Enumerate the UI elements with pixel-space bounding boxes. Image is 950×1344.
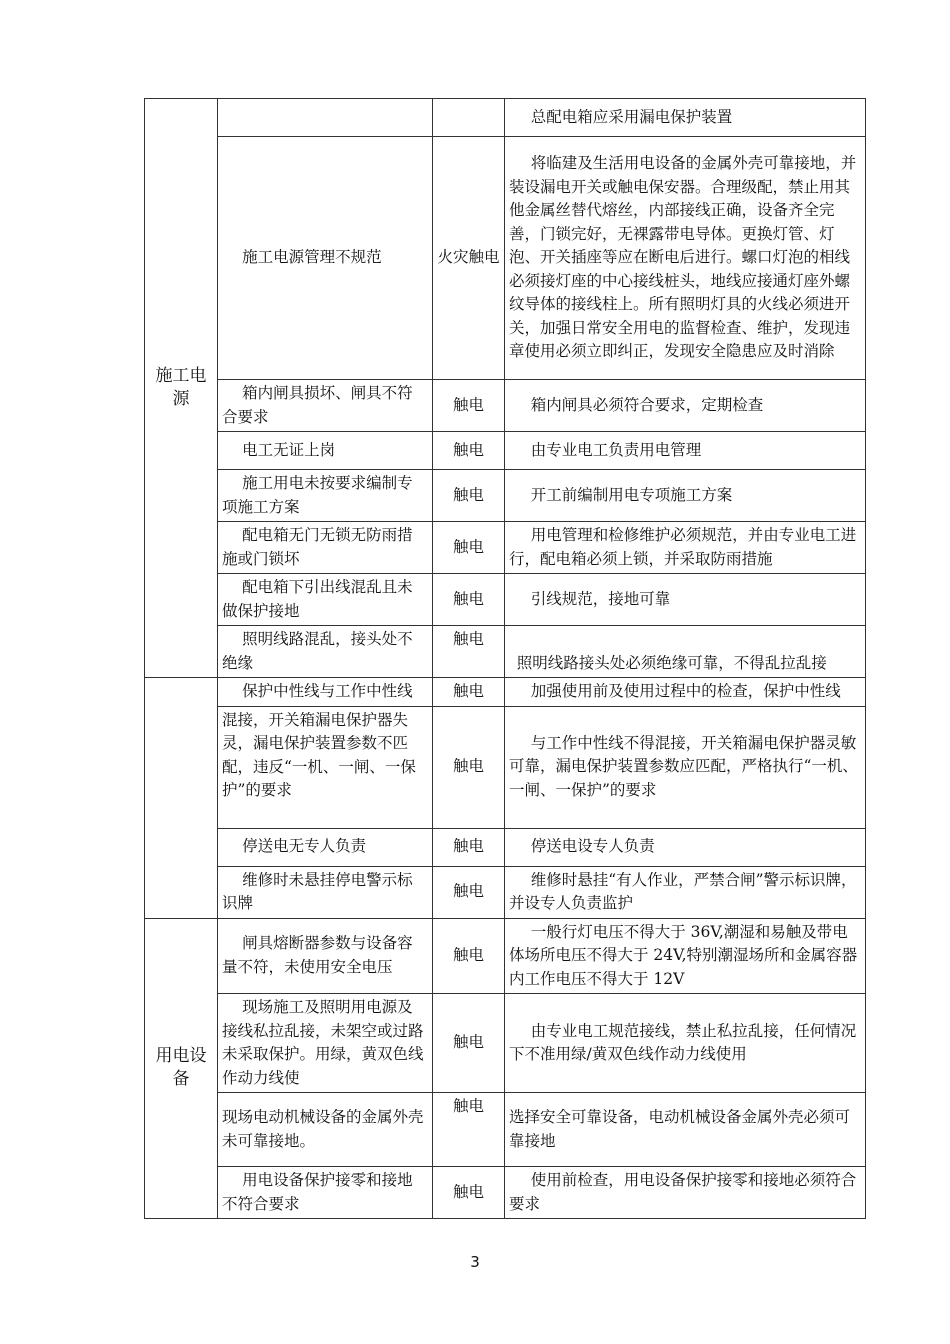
accident-type-cell: 火灾触电	[433, 137, 505, 380]
accident-type-cell: 触电	[433, 432, 505, 470]
hazard-cell: 施工用电未按要求编制专项施工方案	[218, 470, 433, 522]
hazard-cell: 配电箱下引出线混乱且未做保护接地	[218, 574, 433, 626]
hazard-cell: 闸具熔断器参数与设备容量不符，未使用安全电压	[218, 918, 433, 994]
table-row	[145, 470, 866, 522]
table-row	[145, 626, 866, 678]
hazard-cell: 照明线路混乱，接头处不绝缘	[218, 626, 433, 678]
hazard-cell: 混接，开关箱漏电保护器失灵，漏电保护装置参数不匹配，违反“一机、一闸、一保护”的要求	[218, 706, 433, 828]
table-row	[145, 432, 866, 470]
hazard-cell: 现场电动机械设备的金属外壳未可靠接地。	[218, 1093, 433, 1167]
category-cell-power	[145, 99, 218, 678]
measure-cell: 用电管理和检修维护必须规范，并由专业电工进行，配电箱必须上锁，并采取防雨措施	[505, 522, 866, 574]
accident-type-cell: 触电	[433, 574, 505, 626]
hazard-cell: 电工无证上岗	[218, 432, 433, 470]
accident-type-cell: 触电	[433, 1167, 505, 1219]
hazard-cell: 停送电无专人负责	[218, 828, 433, 866]
category-cell-equipment	[145, 918, 218, 1219]
accident-type-cell: 触电	[433, 380, 505, 432]
hazard-cell: 配电箱无门无锁无防雨措施或门锁坏	[218, 522, 433, 574]
table-row	[145, 574, 866, 626]
table-row	[145, 706, 866, 828]
measure-cell: 与工作中性线不得混接，开关箱漏电保护器灵敏可靠，漏电保护装置参数应匹配，严格执行“一机、一闸、一保护”的要求	[505, 706, 866, 828]
hazard-cell: 用电设备保护接零和接地不符合要求	[218, 1167, 433, 1219]
table-row	[145, 866, 866, 918]
measure-cell: 开工前编制用电专项施工方案	[505, 470, 866, 522]
accident-type-cell: 触电	[433, 626, 505, 678]
table-row	[145, 380, 866, 432]
measure-cell: 由专业电工规范接线，禁止私拉乱接，任何情况下不准用绿/黄双色线作动力线使用	[505, 994, 866, 1093]
category-cell-blank	[145, 678, 218, 919]
category-label: 施工电	[155, 365, 207, 386]
hazard-cell: 箱内闸具损坏、闸具不符合要求	[218, 380, 433, 432]
accident-type-cell	[433, 99, 505, 137]
accident-type-cell: 触电	[433, 1093, 505, 1167]
category-label: 用电设	[155, 1045, 207, 1066]
hazard-cell: 保护中性线与工作中性线	[218, 678, 433, 707]
category-label: 备	[172, 1069, 190, 1090]
measure-cell: 照明线路接头处必须绝缘可靠，不得乱拉乱接	[505, 626, 866, 678]
measure-cell: 由专业电工负责用电管理	[505, 432, 866, 470]
table-row	[145, 828, 866, 866]
hazard-cell: 维修时未悬挂停电警示标识牌	[218, 866, 433, 918]
measure-cell: 使用前检查，用电设备保护接零和接地必须符合要求	[505, 1167, 866, 1219]
accident-type-cell: 触电	[433, 866, 505, 918]
accident-type-cell: 触电	[433, 678, 505, 707]
measure-cell: 引线规范，接地可靠	[505, 574, 866, 626]
table-row	[145, 678, 866, 707]
accident-type-cell: 触电	[433, 918, 505, 994]
measure-cell: 箱内闸具必须符合要求，定期检查	[505, 380, 866, 432]
accident-type-cell: 触电	[433, 706, 505, 828]
table-row	[145, 1093, 866, 1167]
table-row	[145, 918, 866, 994]
measure-cell: 停送电设专人负责	[505, 828, 866, 866]
hazard-cell: 现场施工及照明用电源及接线私拉乱接，未架空或过路未采取保护。用绿，黄双色线作动力线使	[218, 994, 433, 1093]
measure-cell: 选择安全可靠设备，电动机械设备金属外壳必须可靠接地	[505, 1093, 866, 1167]
table-row	[145, 994, 866, 1093]
accident-type-cell: 触电	[433, 828, 505, 866]
page-number: 3	[470, 1253, 480, 1271]
measure-cell: 将临建及生活用电设备的金属外壳可靠接地，并装设漏电开关或触电保安器。合理级配，禁止用其他金属丝替代熔丝，内部接线正确，设备齐全完善，门锁完好，无裸露带电导体。更换灯管、灯泡、开关插座等应在断电后进行。螺口灯泡的相线必须接灯座的中心接线桩头，地线应接通灯座外螺纹导体的接线柱上。所有照明灯具的火线必须进开关，加强日常安全用电的监督检查、维护，发现违章使用必须立即纠正，发现安全隐患应及时消除	[505, 137, 866, 380]
table-row	[145, 137, 866, 380]
hazard-cell: 施工电源管理不规范	[218, 137, 433, 380]
measure-cell: 加强使用前及使用过程中的检查，保护中性线	[505, 678, 866, 707]
table-row	[145, 522, 866, 574]
accident-type-cell: 触电	[433, 470, 505, 522]
category-label: 源	[172, 389, 190, 409]
table-row	[145, 1167, 866, 1219]
accident-type-cell: 触电	[433, 522, 505, 574]
accident-type-cell: 触电	[433, 994, 505, 1093]
hazard-cell	[218, 99, 433, 137]
table-row	[145, 99, 866, 137]
measure-cell: 维修时悬挂“有人作业，严禁合闸”警示标识牌，并设专人负责监护	[505, 866, 866, 918]
measure-cell: 一般行灯电压不得大于 36V,潮湿和易触及带电体场所电压不得大于 24V,特别潮湿场所和金属容器内工作电压不得大于 12V	[505, 918, 866, 994]
hazard-table	[144, 98, 866, 1219]
measure-cell: 总配电箱应采用漏电保护装置	[505, 99, 866, 137]
